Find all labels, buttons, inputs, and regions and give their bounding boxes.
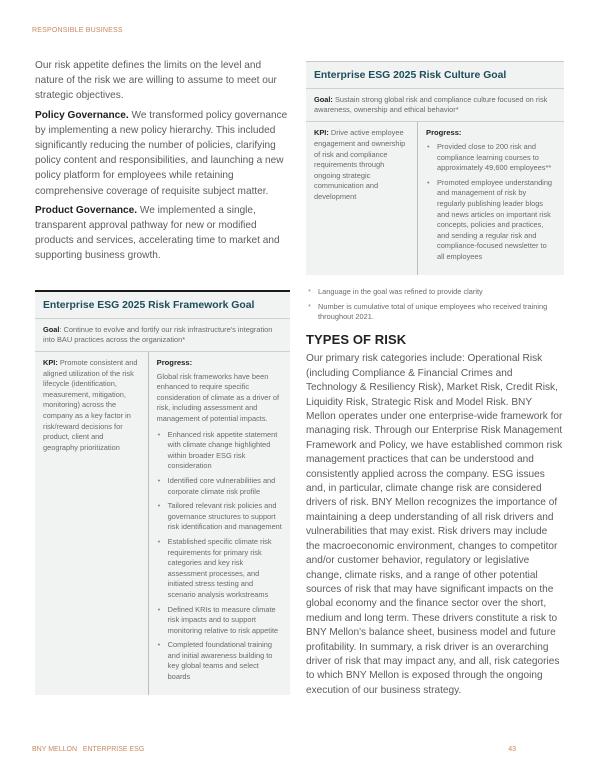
footnote: * Number is cumulative total of unique employees who received training throughout 2021. <box>306 302 564 323</box>
left-column <box>35 58 290 695</box>
risk-culture-goal-title: Enterprise ESG 2025 Risk Culture Goal <box>306 62 564 89</box>
list-item: • Defined KRIs to measure climate risk impacts and to support monitoring relative to risk appetite <box>157 605 282 637</box>
risk-culture-progress: Progress: • Provided close to 200 risk and compliance learning courses to approximately 49,600 employees** • Promoted employee understanding and management of risk by regularly publishing leader blogs and news articles on important risk concepts, policies and practices, and sending a regular risk and compliance-focused newsletter to all employees <box>418 122 564 274</box>
footnote: * Language in the goal was refined to provide clarity <box>306 287 564 297</box>
policy-governance-label: Policy Governance. <box>35 109 129 121</box>
list-item: • Enhanced risk appetite statement with climate change highlighted within broader ESG risk consideration <box>157 430 282 472</box>
list-item: • Completed foundational training and initial awareness building to key global teams and select boards <box>157 640 282 682</box>
risk-culture-kpi: KPI: Drive active employee engagement and ownership of risk and compliance requirements through ongoing strategic communication and development <box>306 122 418 274</box>
footnotes <box>306 287 564 323</box>
risk-framework-kpi: KPI: Promote consistent and aligned utilization of the risk lifecycle (identification, measurement, mitigation, monitoring) across the company as a key factor in risk/reward decisions for product, client and geography prioritization <box>35 352 149 695</box>
list-item: • Identified core vulnerabilities and corporate climate risk profile <box>157 476 282 497</box>
types-of-risk-heading: TYPES OF RISK <box>306 332 407 348</box>
section-label: RESPONSIBLE BUSINESS <box>32 27 123 34</box>
list-item: • Promoted employee understanding and management of risk by regularly publishing leader blogs and news articles on important risk concepts, policies and practices, and sending a regular risk and compliance-focused newsletter to all employees <box>426 178 556 263</box>
risk-framework-goal-box <box>35 290 290 695</box>
footer-brand: BNY MELLON ENTERPRISE ESG <box>32 746 145 753</box>
risk-culture-progress-list <box>426 142 556 263</box>
risk-framework-progress: Progress: Global risk frameworks have been enhanced to require specific consideration of climate as a driver of risk, including assessment and management of potential impacts. • Enhanced risk appetite statement with climate change highlighted within broader ESG risk consideration • Identified core vulnerabilities and corporate climate risk profile • Tailored relevant risk policies and governance structures to support risk identification and management • Established specific climate risk requirements for primary risk categories and key risk assessment processes, and initiated stress testing and scenario analysis workstreams • Defined KRIs to measure climate risk impacts and to support monitoring relative to risk appetite • Completed foundational training and initial awareness building to key global teams and select boards <box>149 352 290 695</box>
risk-culture-goal-grid <box>306 122 564 274</box>
list-item: • Provided close to 200 risk and compliance learning courses to approximately 49,600 employees** <box>426 142 556 174</box>
types-of-risk-paragraph: Our primary risk categories include: Operational Risk (including Compliance & Financial Crimes and Technology & Resiliency Risk), Market Risk, Credit Risk, Liquidity Risk, Strategic Risk and Model Risk. BNY Mellon operates under one enterprise-wide framework for managing risk. Through our Enterprise Risk Management Framework and Policy, we have established common risk management practices that can be understood and consistently applied across the company. ESG issues and, in particular, climate change risk are considered drivers of risk. BNY Mellon recognizes the importance of maintaining a deep understanding of all risk drivers and vulnerabilities that may exist. Risk drivers may include the macroeconomic environment, changes to competitor and/or customer behavior, regulatory or legislative change, climate risks, and a range of other potential sources of risk that may have significant impacts on the global economy and the finance sector over the short, medium and long term. These drivers constitute a risk to BNY Mellon's balance sheet, business model and future profitability. In summary, a risk driver is an overarching driver of risk that may impact any, and all, risk categories to which BNY Mellon is exposed through the ongoing execution of our business strategy. <box>306 353 563 696</box>
page-number: 43 <box>508 746 516 753</box>
product-governance-paragraph: Product Governance. We implemented a single, transparent approval pathway for new or modified products and services, accelerating time to market and supporting business growth. <box>35 204 280 262</box>
risk-framework-goal-title: Enterprise ESG 2025 Risk Framework Goal <box>35 292 290 319</box>
risk-culture-goal-statement: Goal: Sustain strong global risk and compliance culture focused on risk awareness, ownership and ethical behavior* <box>306 89 564 122</box>
risk-framework-goal-statement: Goal: Continue to evolve and fortify our risk infrastructure's integration into BAU practices across the organization* <box>35 319 290 352</box>
risk-framework-progress-intro: Global risk frameworks have been enhanced to require specific consideration of climate as a driver of risk, including assessment and management of potential impacts. <box>156 371 280 424</box>
list-item: • Established specific climate risk requirements for primary risk categories and key risk assessment processes, and initiated stress testing and scenario analysis workstreams <box>157 537 282 601</box>
right-column <box>306 58 564 702</box>
policy-governance-paragraph: Policy Governance. We transformed policy governance by implementing a new policy hierarchy. This included significantly reducing the number of policies, clarifying policy content and responsibilities, and launching a new policy platform for employees while retaining comprehensive coverage of requisite subject matter. <box>35 109 288 197</box>
risk-framework-progress-list <box>157 430 282 683</box>
risk-appetite-paragraph: Our risk appetite defines the limits on the level and nature of the risk we are willing to assume to meet our strategic objectives. <box>35 60 277 102</box>
risk-framework-goal-grid <box>35 352 290 695</box>
product-governance-label: Product Governance. <box>35 204 138 216</box>
risk-culture-goal-box <box>306 61 564 275</box>
list-item: • Tailored relevant risk policies and governance structures to support risk identification and management <box>157 501 282 533</box>
